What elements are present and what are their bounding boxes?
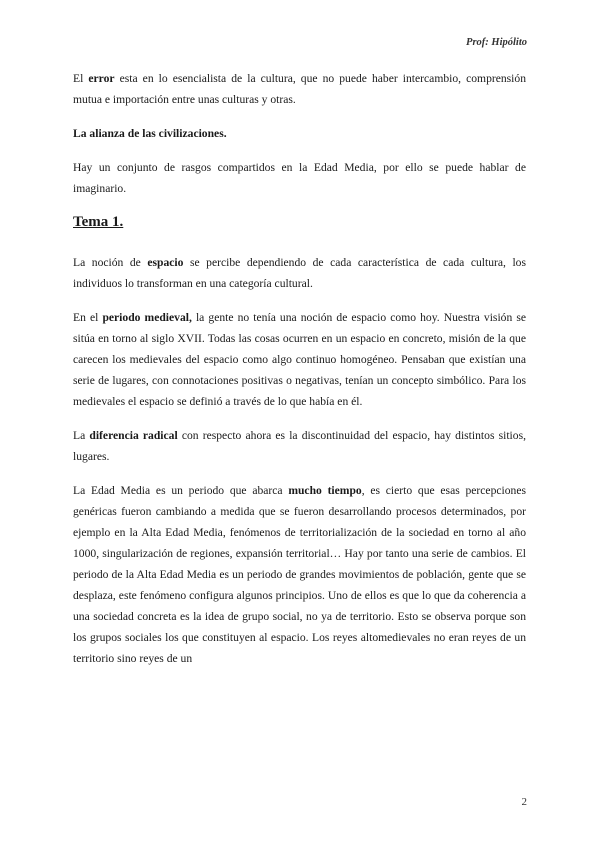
paragraph-periodo-medieval: En el periodo medieval, la gente no tenía una noción de espacio como hoy. Nuestra visión se sitúa en torno al siglo XVII. Todas las cosas ocurren en un espacio en concreto, misión de la que carecen los medievales del espacio como algo continuo homogéneo. Pensaban que existían una serie de lugares, con connotaciones positivas o negativas, tenían un concepto simbólico. Para los medievales el espacio se definió a través de lo que había en él. xyxy=(73,311,527,408)
paragraph-error: El error esta en lo esencialista de la cultura, que no puede haber intercambio, comprensión mutua e importación entre unas culturas y otras. xyxy=(73,72,526,106)
paragraph-mucho-tiempo: La Edad Media es un periodo que abarca mucho tiempo, es cierto que esas percepciones genéricas fueron cambiando a medida que se fueron desarrollando procesos determinados, por ejemplo en la Alta Edad Media, fenómenos de territorialización de la sociedad en torno al año 1000, singularización de regiones, expansión territorial… Hay por tanto una serie de cambios. El periodo de la Alta Edad Media es un periodo de grandes movimientos de población, gente que se desplaza, este fenómeno configura algunos principios. Uno de ellos es que lo que da coherencia a una sociedad concreta es la idea de grupo social, no ya de territorio. Esto se observa porque son los grupos sociales los que constituyen al espacio. Los reyes altomedievales no eran reyes de un territorio sino reyes de un xyxy=(73,484,526,665)
document-body xyxy=(73,68,526,669)
page-header-author: Prof: Hipólito xyxy=(466,37,527,48)
section-heading-tema: Tema 1. xyxy=(73,214,124,230)
paragraph-diferencia-radical: La diferencia radical con respecto ahora es la discontinuidad del espacio, hay distintos sitios, lugares. xyxy=(73,429,526,463)
paragraph-imaginario: Hay un conjunto de rasgos compartidos en la Edad Media, por ello se puede hablar de imaginario. xyxy=(73,161,526,195)
paragraph-espacio: La noción de espacio se percibe dependiendo de cada característica de cada cultura, los individuos lo transforman en una categoría cultural. xyxy=(73,256,526,290)
page-number: 2 xyxy=(521,796,527,808)
subheading-alianza: La alianza de las civilizaciones. xyxy=(73,127,227,140)
